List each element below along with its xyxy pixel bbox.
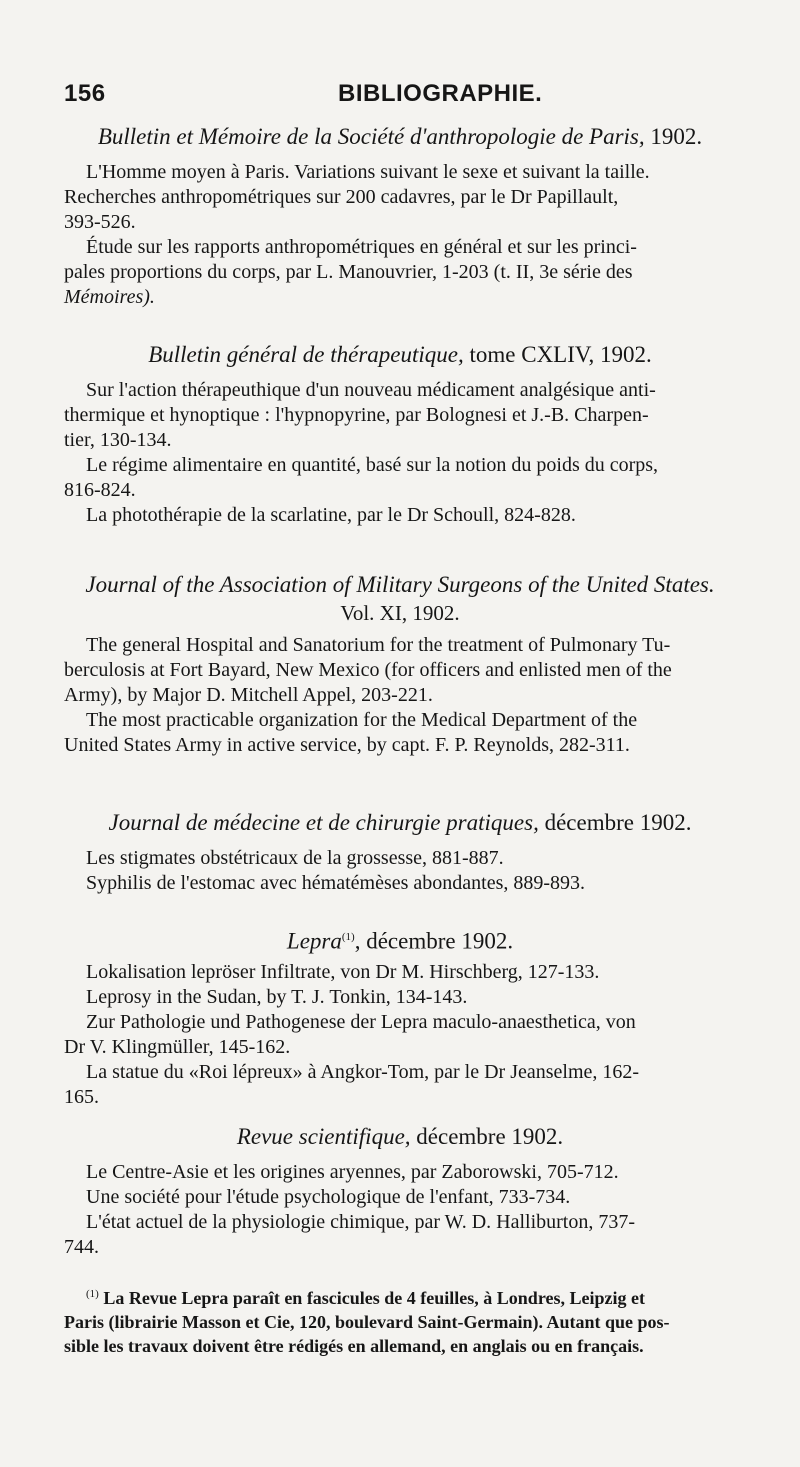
journal-title: Revue scientifique, <box>236 1124 411 1149</box>
footnote-line <box>64 1310 736 1334</box>
entry-line: The general Hospital and Sanatorium for the treatment of Pulmonary Tu- <box>86 634 671 656</box>
entry <box>64 960 736 1110</box>
section-therapeutique <box>64 340 736 370</box>
entry-line: Une société pour l'étude psychologique de l'enfant, 733-734. <box>86 1186 571 1208</box>
entry-line: 393-526. <box>64 211 136 233</box>
entry-line: tier, 130-134. <box>64 429 172 451</box>
entry-line: L'Homme moyen à Paris. Variations suivant le sexe et suivant la taille. <box>86 161 650 183</box>
entry-line: Le régime alimentaire en quantité, basé sur la notion du poids du corps, <box>86 454 659 476</box>
entry <box>64 846 736 896</box>
footnote-text: Paris (librairie Masson et Cie, 120, boulevard Saint-Germain). Autant que pos- <box>64 1312 670 1332</box>
section-anthropologie <box>64 122 736 152</box>
journal-date: 1902. <box>650 124 703 149</box>
entry <box>64 1160 736 1260</box>
section-lepra <box>64 922 736 957</box>
entry-line: Lokalisation lepröser Infiltrate, von Dr M. Hirschberg, 127-133. <box>86 961 600 983</box>
journal-title: Journal of the Association of Military Surgeons of the United States. <box>85 572 715 597</box>
journal-heading <box>64 922 736 957</box>
entry-line: Sur l'action thérapeuthique d'un nouveau médicament analgésique anti- <box>86 379 656 401</box>
entry <box>64 378 736 528</box>
entry-line: Army), by Major D. Mitchell Appel, 203-221. <box>64 684 433 706</box>
journal-title: Journal de médecine et de chirurgie pratiques, <box>108 810 539 835</box>
entry-line: United States Army in active service, by capt. F. P. Reynolds, 282-311. <box>64 734 630 756</box>
journal-date: , décembre 1902. <box>354 928 514 954</box>
entry-line: 165. <box>64 1086 99 1108</box>
entry-line: L'état actuel de la physiologie chimique, par W. D. Halliburton, 737- <box>86 1211 636 1233</box>
journal-heading <box>64 570 736 600</box>
footnote-marker: (1) <box>341 931 355 943</box>
footnote-text: La Revue Lepra paraît en fascicules de 4 feuilles, à Londres, Leipzig et <box>103 1288 645 1308</box>
entry-line: pales proportions du corps, par L. Manouvrier, 1-203 (t. II, 3e série des <box>64 261 633 283</box>
journal-heading <box>64 1122 736 1152</box>
footnote-line <box>64 1282 736 1310</box>
journal-heading <box>64 122 736 152</box>
journal-date: tome CXLIV, 1902. <box>469 342 652 367</box>
entry-line: Les stigmates obstétricaux de la grossesse, 881-887. <box>86 847 504 869</box>
entry-line: Leprosy in the Sudan, by T. J. Tonkin, 134-143. <box>86 986 468 1008</box>
entry-line: La statue du «Roi lépreux» à Angkor-Tom, par le Dr Jeanselme, 162- <box>86 1061 640 1083</box>
entry-line: thermique et hynoptique : l'hypnopyrine, par Bolognesi et J.-B. Charpen- <box>64 404 649 426</box>
entry-line: Le Centre-Asie et les origines aryennes, par Zaborowski, 705-712. <box>86 1161 619 1183</box>
entry-line: berculosis at Fort Bayard, New Mexico (for officers and enlisted men of the <box>64 659 672 681</box>
entry-line: Zur Pathologie und Pathogenese der Lepra maculo-anaesthetica, von <box>86 1011 636 1033</box>
entry-line: 816-824. <box>64 479 136 501</box>
section-military-surgeons <box>64 570 736 626</box>
entry-line: Recherches anthropométriques sur 200 cadavres, par le Dr Papillault, <box>64 186 619 208</box>
entry <box>64 160 736 310</box>
footnote-text: sible les travaux doivent être rédigés en allemand, en anglais ou en français. <box>64 1336 644 1356</box>
journal-title: Bulletin général de thérapeutique, <box>148 342 464 367</box>
journal-date: décembre 1902. <box>544 810 692 835</box>
journal-heading <box>64 808 736 838</box>
footnote-mark: (1) <box>86 1288 99 1300</box>
journal-heading <box>64 340 736 370</box>
footnote-line <box>64 1334 736 1358</box>
journal-volume: Vol. XI, 1902. <box>340 601 460 625</box>
entry-line: Syphilis de l'estomac avec hématémèses abondantes, 889-893. <box>86 872 586 894</box>
entry <box>64 633 736 758</box>
section-medecine-chirurgie <box>64 808 736 838</box>
footnote <box>64 1282 736 1358</box>
journal-title: Lepra <box>286 928 342 954</box>
entry-line: Mémoires). <box>64 286 155 308</box>
running-title: BIBLIOGRAPHIE. <box>338 80 543 107</box>
entry-line: Étude sur les rapports anthropométriques en général et sur les princi- <box>86 236 637 258</box>
journal-date: décembre 1902. <box>416 1124 564 1149</box>
section-revue-scientifique <box>64 1122 736 1152</box>
entry-line: La photothérapie de la scarlatine, par le Dr Schoull, 824-828. <box>86 504 576 526</box>
page-number: 156 <box>64 80 106 107</box>
entry-line: Dr V. Klingmüller, 145-162. <box>64 1036 291 1058</box>
entry-line: 744. <box>64 1236 99 1258</box>
journal-title: Bulletin et Mémoire de la Société d'anthropologie de Paris, <box>97 124 645 149</box>
entry-line: The most practicable organization for the Medical Department of the <box>86 709 638 731</box>
